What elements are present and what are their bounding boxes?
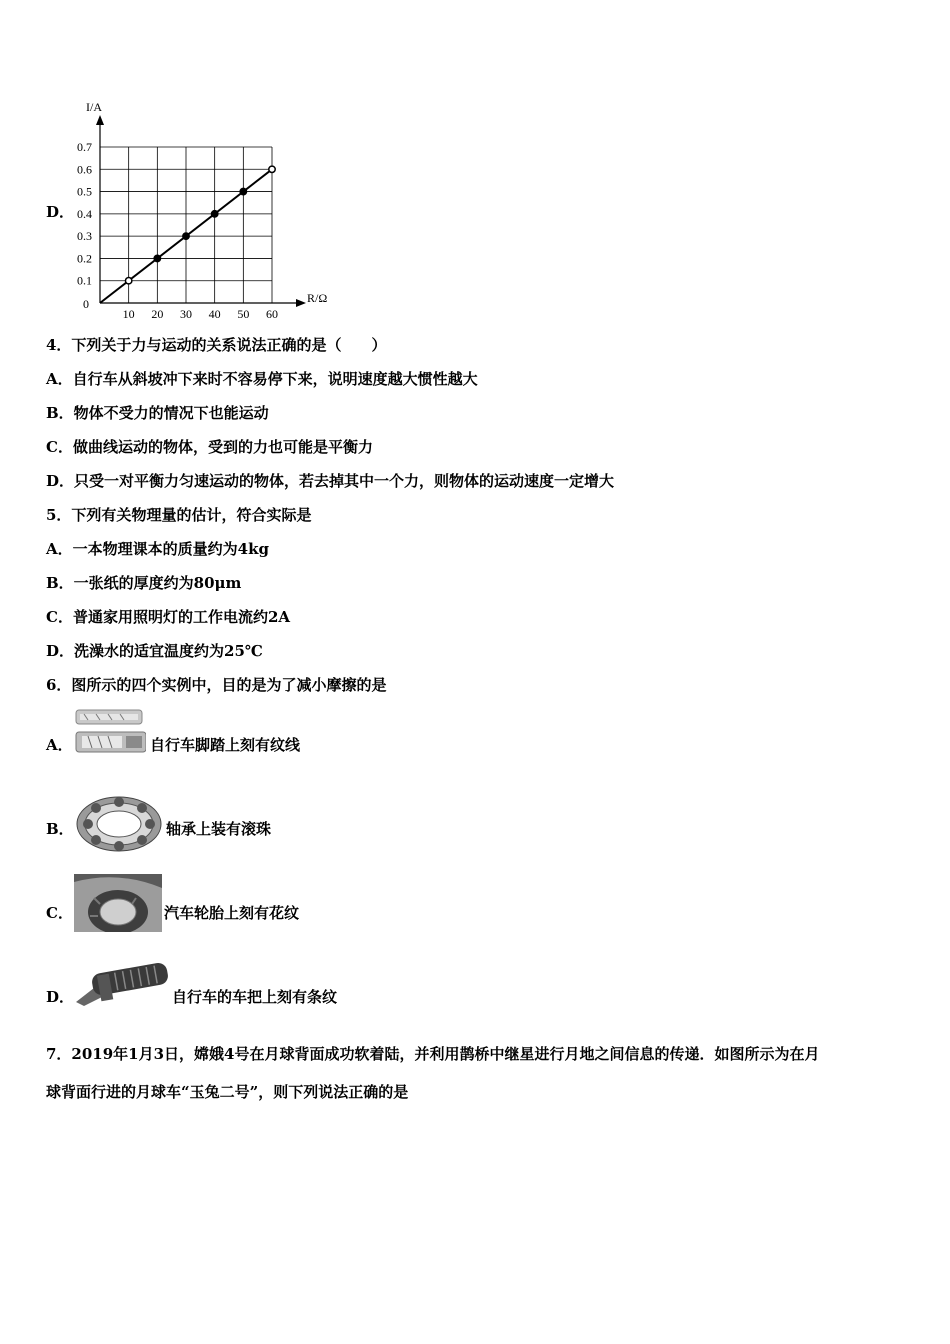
y-tick-label: 0.1 [77, 273, 92, 288]
y-tick-label: 0.5 [77, 184, 92, 199]
x-tick-label: 30 [180, 307, 192, 320]
q4-option-d: D．只受一对平衡力匀速运动的物体，若去掉其中一个力，则物体的运动速度一定增大 [46, 472, 615, 490]
data-point [154, 255, 160, 261]
current-resistance-graph [70, 95, 330, 320]
q5-option-a: A．一本物理课本的质量约为4kg [46, 540, 269, 558]
graph-option-label: D． [46, 203, 75, 221]
q6-option-a-text: 自行车脚踏上刻有纹线 [150, 736, 301, 754]
x-tick-label: 40 [208, 307, 221, 320]
origin-label: 0 [83, 297, 89, 311]
q7-line1: 7．2019年1月3日，嫦娥4号在月球背面成功软着陆，并利用鹊桥中继星进行月地之间信息的传递．如图所示为在月 [46, 1045, 820, 1063]
q6-option-b-text: 轴承上装有滚珠 [166, 820, 272, 838]
q4-option-a: A．自行车从斜坡冲下来时不容易停下来，说明速度越大惯性越大 [46, 370, 478, 388]
q6-option-c-text: 汽车轮胎上刻有花纹 [164, 904, 300, 922]
q4-option-b: B．物体不受力的情况下也能运动 [46, 404, 269, 422]
x-tick-label: 60 [266, 307, 278, 320]
q6-option-b-letter: B． [46, 820, 74, 838]
q5-option-b: B．一张纸的厚度约为80μm [46, 574, 242, 592]
q6-option-d-letter: D． [46, 988, 75, 1006]
q4-option-c: C．做曲线运动的物体，受到的力也可能是平衡力 [46, 438, 373, 456]
handlebar-image [74, 958, 172, 1006]
q5-option-d: D．洗澡水的适宜温度约为25℃ [46, 642, 263, 660]
x-tick-label: 10 [122, 307, 135, 320]
q4-stem: 4．下列关于力与运动的关系说法正确的是（ ） [46, 336, 387, 354]
y-axis-label: I/A [86, 100, 102, 114]
q6-option-d-text: 自行车的车把上刻有条纹 [172, 988, 338, 1006]
q6-option-c [46, 872, 446, 932]
q6-option-a [46, 704, 446, 764]
x-axis-arrow [296, 299, 306, 307]
data-point [183, 233, 189, 239]
q6-option-a-letter: A． [46, 736, 73, 754]
y-tick-label: 0.6 [77, 162, 92, 177]
q5-option-c: C．普通家用照明灯的工作电流约2A [46, 608, 291, 626]
q6-option-d [46, 956, 446, 1016]
q7-line2: 球背面行进的月球车“玉兔二号”，则下列说法正确的是 [46, 1083, 409, 1101]
data-point [125, 278, 131, 284]
pedal-image [74, 706, 146, 758]
tire-image [74, 874, 162, 932]
x-axis-label: R/Ω [307, 291, 328, 305]
q6-option-b [46, 790, 446, 850]
bearing-image [74, 792, 164, 852]
data-point [240, 188, 246, 194]
data-point [269, 166, 275, 172]
y-tick-label: 0.2 [77, 251, 92, 266]
y-tick-label: 0.3 [77, 229, 92, 244]
q6-stem: 6．图所示的四个实例中，目的是为了减小摩擦的是 [46, 676, 387, 694]
y-tick-label: 0.7 [77, 140, 92, 154]
x-tick-label: 20 [151, 307, 164, 320]
x-tick-label: 50 [237, 307, 250, 320]
q5-stem: 5．下列有关物理量的估计，符合实际是 [46, 506, 312, 524]
y-axis-arrow [96, 115, 104, 125]
y-tick-label: 0.4 [77, 206, 92, 221]
data-point [211, 211, 217, 217]
q6-option-c-letter: C． [46, 904, 73, 922]
